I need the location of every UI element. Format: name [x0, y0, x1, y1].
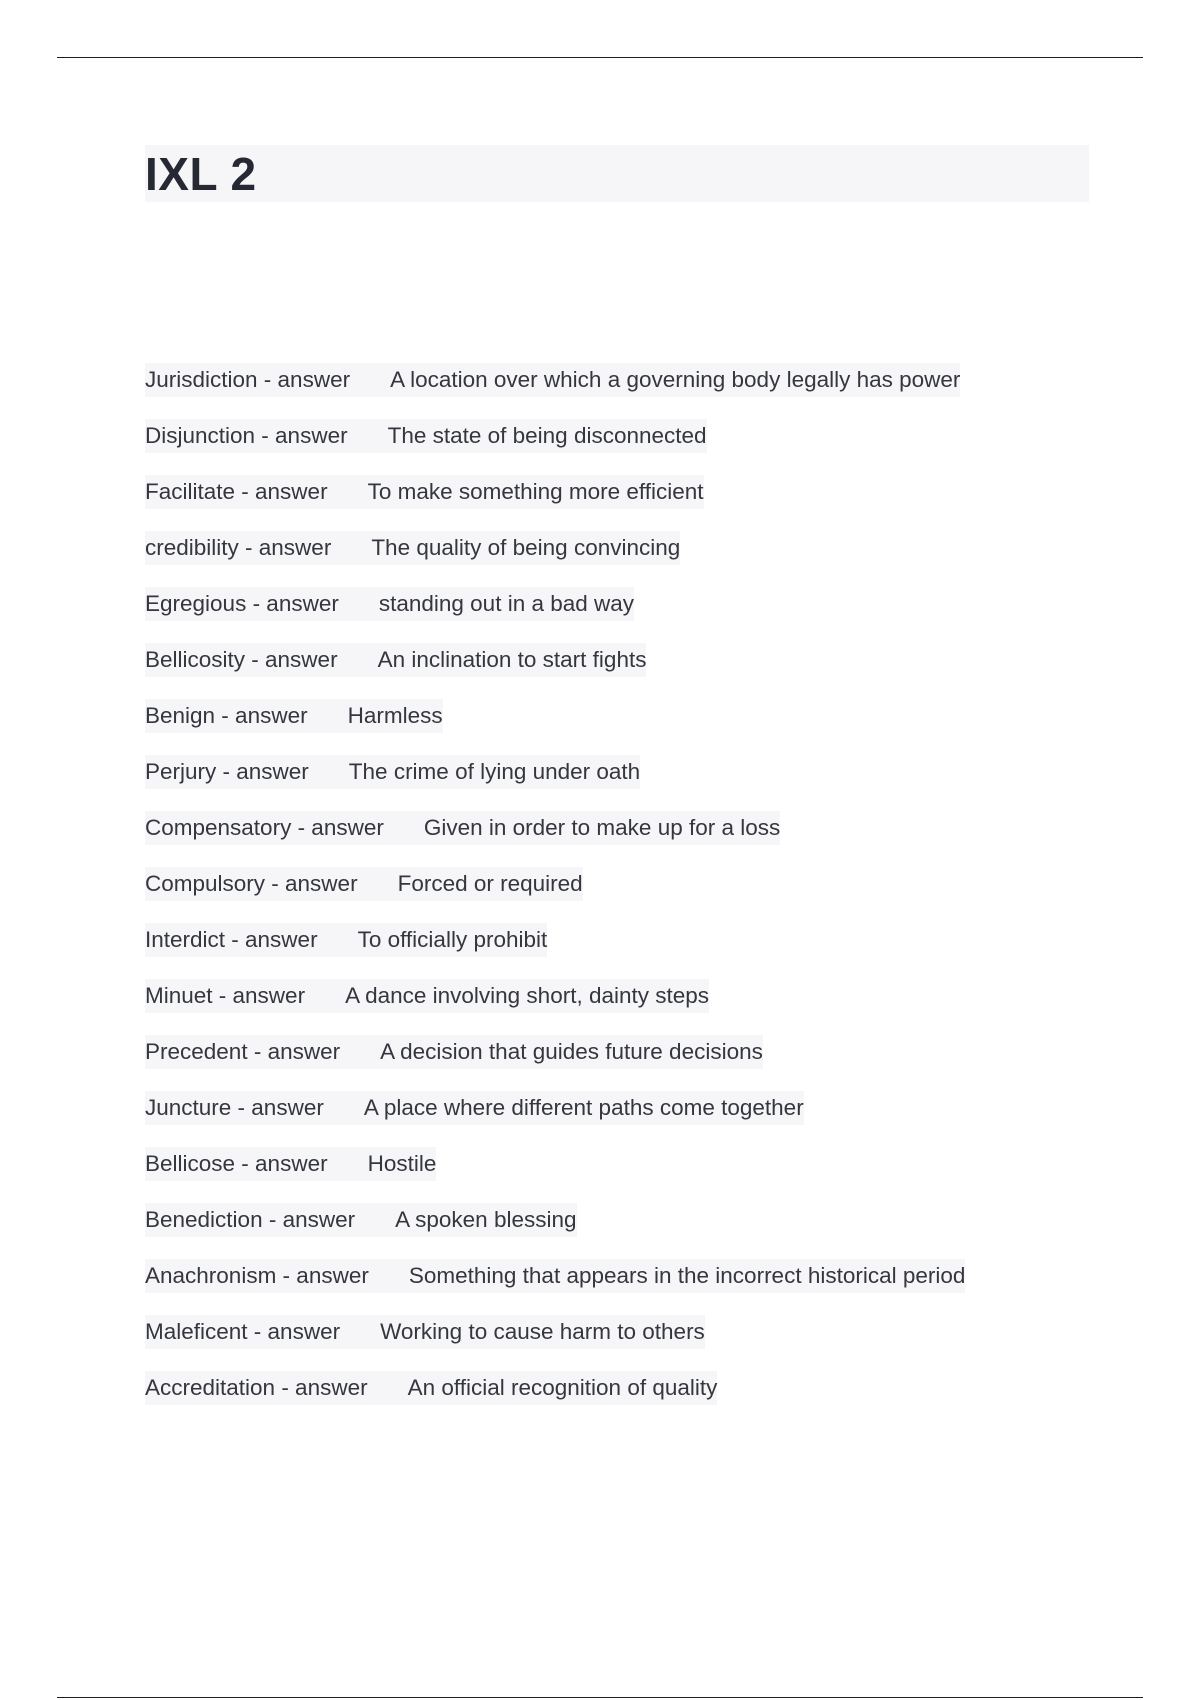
card-term: Compensatory - answer — [145, 811, 424, 845]
list-item — [145, 699, 965, 755]
card-definition: Something that appears in the incorrect historical period — [409, 1259, 966, 1293]
card-definition: An inclination to start fights — [378, 643, 647, 677]
list-item — [145, 587, 965, 643]
page-title: IXL 2 — [145, 148, 257, 200]
list-item — [145, 1035, 965, 1091]
card-term: Accreditation - answer — [145, 1371, 408, 1405]
card-definition: To officially prohibit — [358, 923, 548, 957]
card-definition: The crime of lying under oath — [349, 755, 640, 789]
list-item — [145, 979, 965, 1035]
card-term: Bellicosity - answer — [145, 643, 378, 677]
card-term: Compulsory - answer — [145, 867, 398, 901]
list-item — [145, 531, 965, 587]
card-term: Bellicose - answer — [145, 1147, 368, 1181]
card-definition: The state of being disconnected — [388, 419, 707, 453]
list-item — [145, 1259, 965, 1315]
card-term: Benign - answer — [145, 699, 348, 733]
title-highlight — [145, 145, 1089, 202]
list-item — [145, 923, 965, 979]
list-item — [145, 643, 965, 699]
card-term: Anachronism - answer — [145, 1259, 409, 1293]
list-item — [145, 755, 965, 811]
card-term: Perjury - answer — [145, 755, 349, 789]
card-term: Benediction - answer — [145, 1203, 395, 1237]
list-item — [145, 1147, 965, 1203]
top-rule — [57, 57, 1143, 58]
bottom-rule — [57, 1697, 1143, 1698]
card-term: Precedent - answer — [145, 1035, 380, 1069]
card-definition: Forced or required — [398, 867, 583, 901]
list-item — [145, 1315, 965, 1371]
card-term: Disjunction - answer — [145, 419, 388, 453]
flashcard-list — [145, 363, 965, 1427]
list-item — [145, 475, 965, 531]
card-term: Juncture - answer — [145, 1091, 364, 1125]
card-definition: standing out in a bad way — [379, 587, 634, 621]
card-definition: Working to cause harm to others — [380, 1315, 705, 1349]
card-definition: The quality of being convincing — [371, 531, 680, 565]
card-definition: A place where different paths come together — [364, 1091, 804, 1125]
card-definition: An official recognition of quality — [408, 1371, 718, 1405]
card-term: Jurisdiction - answer — [145, 363, 390, 397]
card-definition: Given in order to make up for a loss — [424, 811, 780, 845]
list-item — [145, 1371, 965, 1427]
list-item — [145, 363, 965, 419]
card-definition: A dance involving short, dainty steps — [345, 979, 709, 1013]
list-item — [145, 1091, 965, 1147]
card-definition: A decision that guides future decisions — [380, 1035, 763, 1069]
card-definition: A location over which a governing body legally has power — [390, 363, 960, 397]
list-item — [145, 811, 965, 867]
card-definition: Harmless — [348, 699, 443, 733]
card-term: credibility - answer — [145, 531, 371, 565]
list-item — [145, 867, 965, 923]
list-item — [145, 419, 965, 475]
card-term: Egregious - answer — [145, 587, 379, 621]
list-item — [145, 1203, 965, 1259]
card-term: Maleficent - answer — [145, 1315, 380, 1349]
card-term: Interdict - answer — [145, 923, 358, 957]
card-term: Minuet - answer — [145, 979, 345, 1013]
card-term: Facilitate - answer — [145, 475, 368, 509]
card-definition: Hostile — [368, 1147, 437, 1181]
card-definition: A spoken blessing — [395, 1203, 576, 1237]
card-definition: To make something more efficient — [368, 475, 704, 509]
